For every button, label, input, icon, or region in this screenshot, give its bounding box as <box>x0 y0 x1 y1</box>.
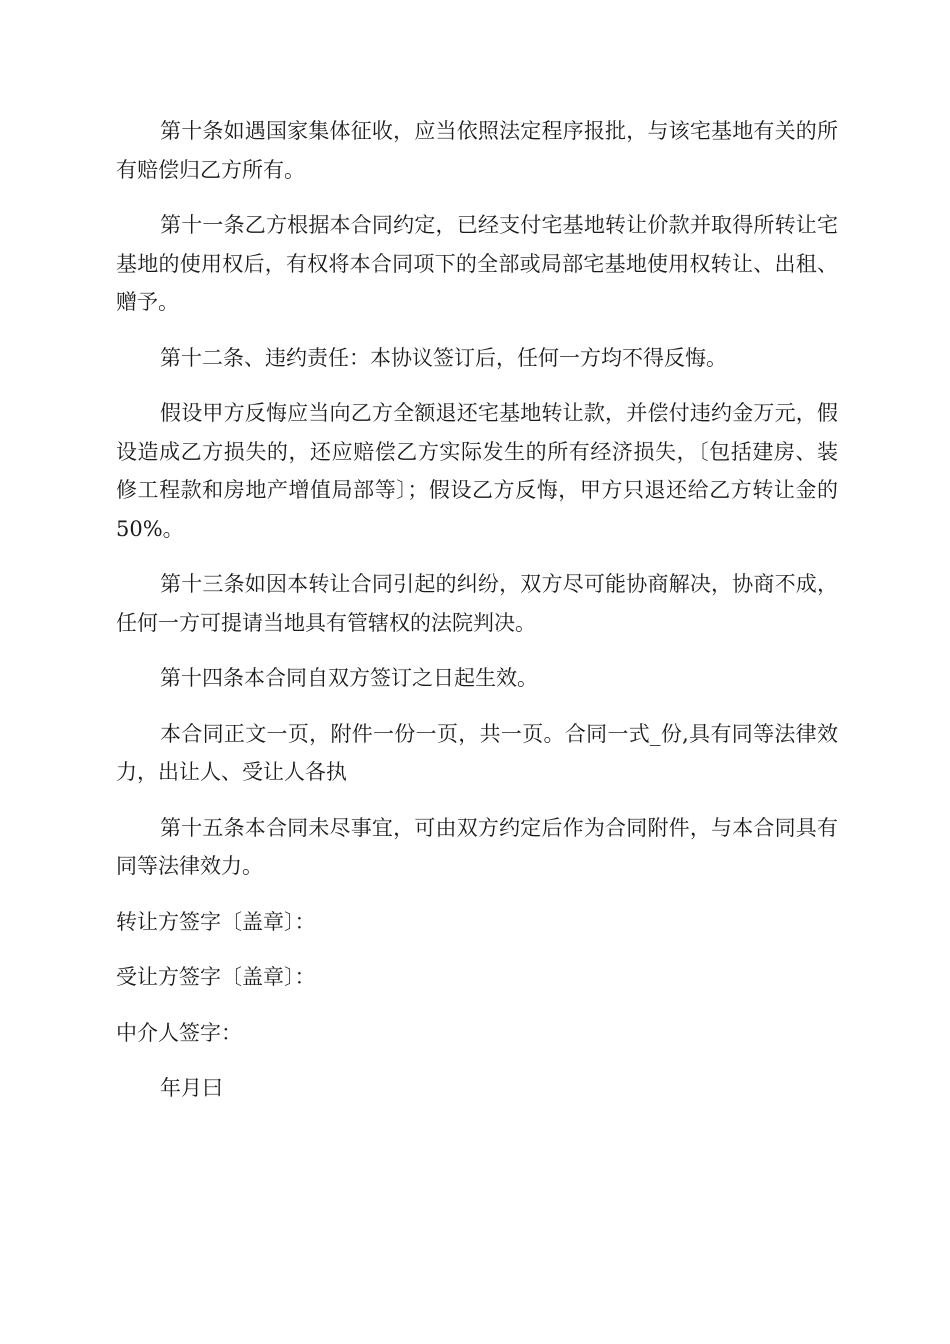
transferee-signature-line: 受让方签字〔盖章〕： <box>116 965 316 989</box>
intermediary-signature-line: 中介人签字： <box>116 1020 242 1045</box>
date-line: 年月曰 <box>160 1076 223 1100</box>
contract-copies-note: 本合同正文一页，附件一份一页，共一页。合同一式_份,具有同等法律效力，出让人、受让人各执 <box>116 721 838 784</box>
article-14: 第十四条本合同自双方签订之日起生效。 <box>160 666 538 690</box>
article-15: 第十五条本合同未尽事宜，可由双方约定后作为合同附件，与本合同具有同等法律效力。 <box>116 815 838 878</box>
article-13: 第十三条如因本转让合同引起的纠纷，双方尽可能协商解决，协商不成，任何一方可提请当地具有管辖权的法院判决。 <box>116 572 838 635</box>
document-body <box>116 112 838 1125</box>
article-10: 第十条如遇国家集体征收，应当依照法定程序报批，与该宅基地有关的所有赔偿归乙方所有。 <box>116 119 838 182</box>
transferor-signature-line: 转让方签字〔盖章〕： <box>116 909 316 934</box>
article-11: 第十一条乙方根据本合同约定，已经支付宅基地转让价款并取得所转让宅基地的使用权后，有权将本合同项下的全部或局部宅基地使用权转让、出租、赠予。 <box>116 213 838 314</box>
article-12: 第十二条、违约责任：本协议签订后，任何一方均不得反悔。 <box>160 345 727 370</box>
breach-terms: 假设甲方反悔应当向乙方全额退还宅基地转让款，并偿付违约金万元，假设造成乙方损失的，还应赔偿乙方实际发生的所有经济损失，〔包括建房、装修工程款和房地产增值局部等〕；假设乙方反悔，甲方只退还给乙方转让金的50%。 <box>116 401 838 541</box>
